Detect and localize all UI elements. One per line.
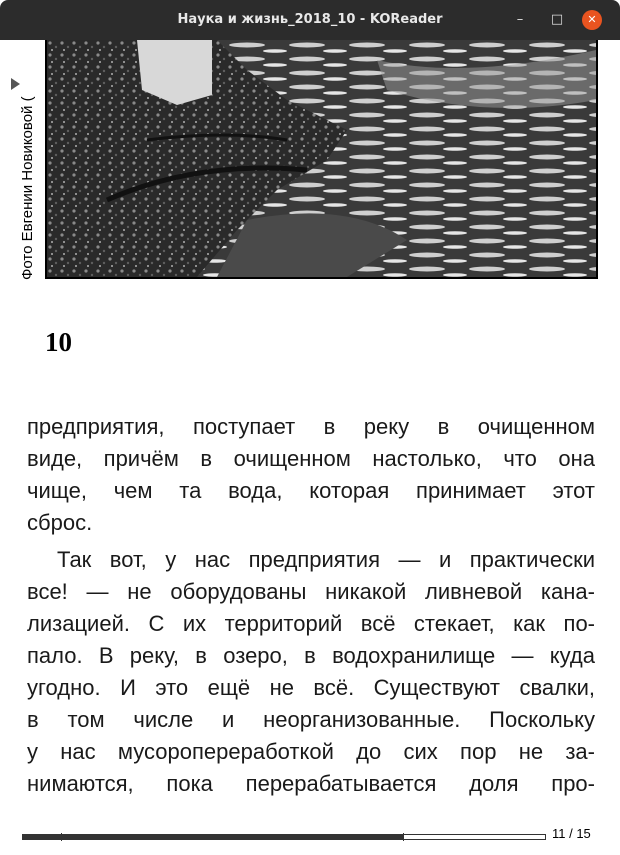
reading-progress-fill — [23, 835, 404, 839]
close-button[interactable]: ✕ — [582, 10, 602, 30]
minimize-button[interactable]: – — [516, 12, 524, 27]
text-line: предприятия, поступает в реку в очищенном — [27, 414, 595, 439]
river-photo-image — [47, 40, 596, 277]
reading-progress-bar[interactable] — [22, 834, 546, 840]
text-line: все! — не оборудованы никакой ливневой кана- — [27, 579, 595, 604]
title-bar[interactable] — [0, 0, 620, 40]
page-indicator: 11 / 15 — [552, 826, 591, 841]
maximize-button[interactable]: □ — [550, 12, 564, 27]
printed-page-number: 10 — [45, 327, 72, 357]
photo-caption: Фото Евгении Новиковой ( — [19, 96, 36, 280]
text-line: чище, чем та вода, которая принимает этот — [27, 478, 595, 503]
text-line: у нас мусоропереработкой до сих пор не за- — [27, 739, 595, 764]
chapter-tick — [403, 833, 404, 841]
reader-page[interactable] — [0, 40, 620, 855]
text-line: сброс. — [27, 510, 93, 535]
window-title: Наука и жизнь_2018_10 - KOReader — [177, 12, 443, 27]
chapter-tick — [61, 833, 62, 841]
text-line: угодно. И это ещё не всё. Существуют свалки, — [27, 675, 595, 700]
paragraph-1 — [27, 411, 595, 539]
text-line: нимаются, пока перерабатывается доля про- — [27, 771, 595, 796]
paragraph-2 — [27, 544, 595, 800]
text-line: виде, причём в очищенном настолько, что она — [27, 446, 595, 471]
river-photo — [45, 40, 598, 279]
text-line: Так вот, у нас предприятия — и практически — [57, 547, 595, 572]
text-line: пало. В реку, в озеро, в водохранилище — куда — [27, 643, 595, 668]
text-line: лизацией. С их территорий всё стекает, как по- — [27, 611, 595, 636]
text-line: в том числе и неорганизованные. Поскольку — [27, 707, 595, 732]
